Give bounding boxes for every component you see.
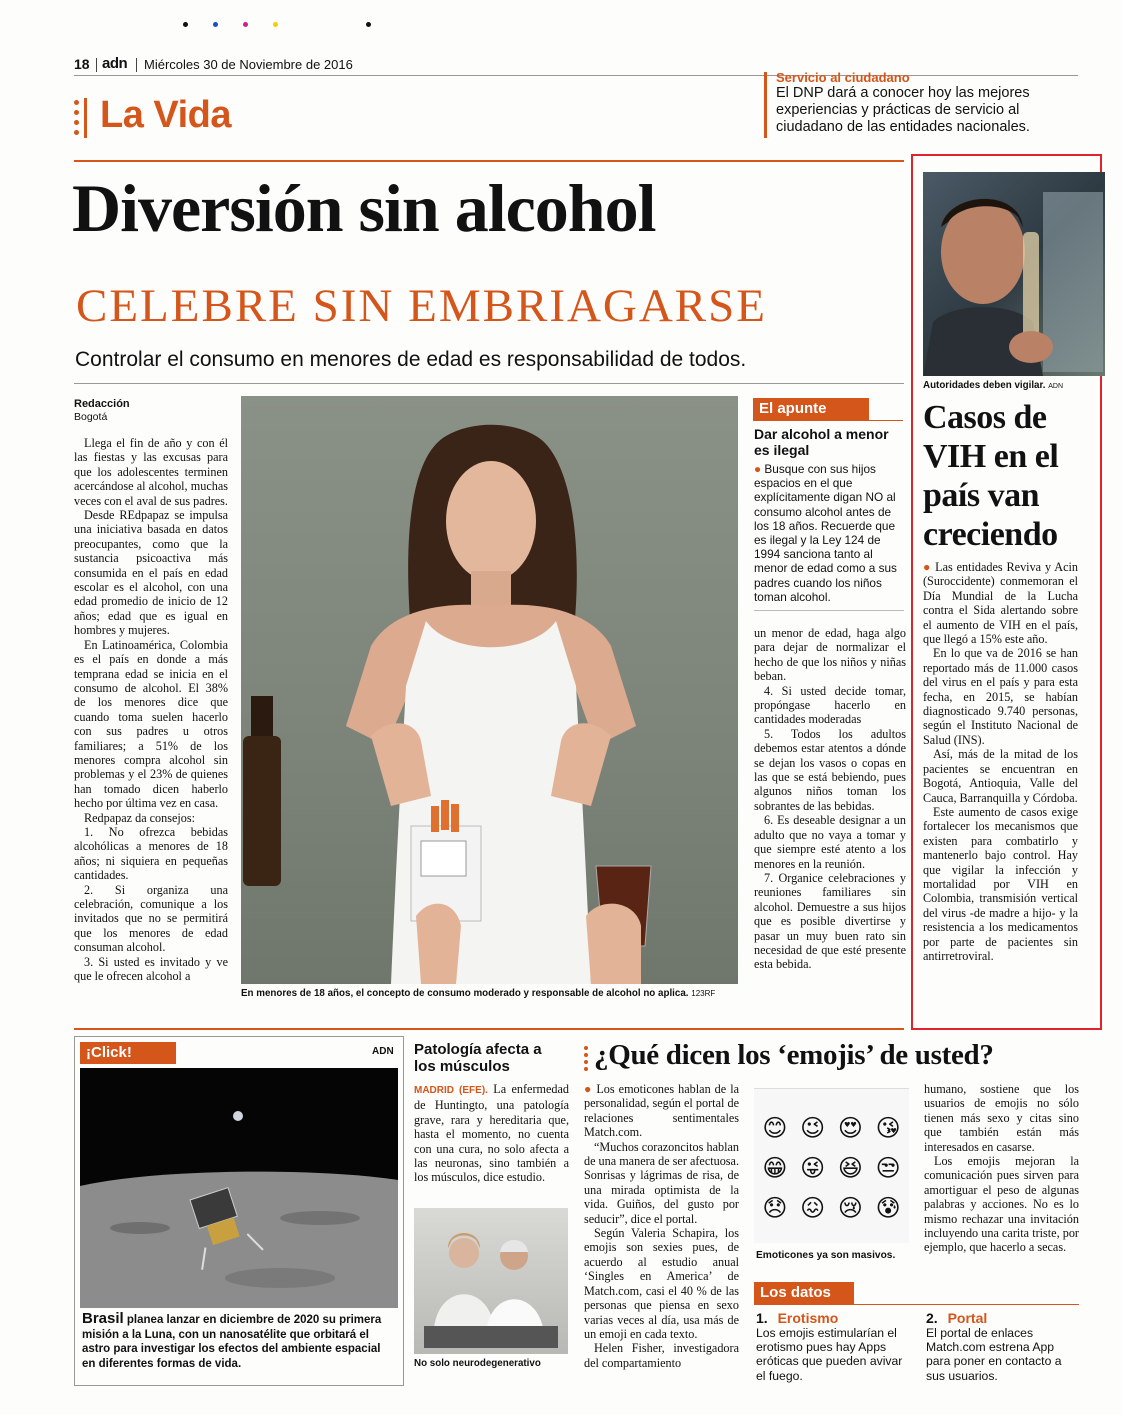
section-marker <box>74 100 88 136</box>
main-col-3 <box>754 626 906 972</box>
dato-number: 2. <box>926 1310 938 1326</box>
vih-body <box>923 560 1078 963</box>
elderly-couple-illustration <box>414 1208 568 1354</box>
emoji-icon: 😘 <box>875 1114 901 1142</box>
paragraph: 3. Si usted es invitado y ve que le ofrecen alcohol a <box>74 954 228 984</box>
deck-divider <box>74 383 904 384</box>
byline: Redacción <box>74 398 130 410</box>
aside-service <box>764 70 1084 136</box>
emoji-icon: 😁 <box>762 1154 788 1182</box>
emoji-grid-image <box>754 1088 909 1243</box>
paragraph: humano, sostiene que los usuarios de emojis no sólo tienen más sexo y citas sino que también están más interesados en casarse. <box>924 1082 1079 1154</box>
caption-credit: 123RF <box>691 989 716 998</box>
click-text: planea lanzar en diciembre de 2020 su primera misión a la Luna, con un nanosatélite que orbitará el astro para investigar los efectos del ambiente espacial en diferentes formas de vida. <box>82 1314 382 1370</box>
paragraph: “Muchos corazoncitos hablan de una manera de ser afectuosa. Sonrisas y lágrimas de risa, de una mirada optimista de la vida. Guiños, del gusto por seducir”, dice el portal. <box>584 1139 739 1226</box>
emoji-dots <box>584 1046 589 1072</box>
caption-text: Autoridades deben vigilar. <box>923 380 1046 391</box>
click-tag: ¡Click! <box>80 1042 176 1064</box>
paragraph: Según Valeria Schapira, los emojis son sexies pues, de acuerdo al estudio anual ‘Singles en America’ de Match.com, casi el 40 % de las personas que piensa en sexo varias veces al día, usa más de un emoji en cada texto. <box>584 1226 739 1341</box>
apunte-tag-rule <box>753 420 903 421</box>
click-caption <box>82 1312 397 1371</box>
emoji-icon: 😰 <box>875 1194 901 1222</box>
caption-credit: ADN <box>1048 383 1064 390</box>
main-headline: Diversión sin alcohol <box>72 170 656 246</box>
brand-logo: adn <box>102 55 128 72</box>
paragraph: 7. Organice celebraciones y reuniones familiares sin alcohol. Demuestre a sus hijos que es posible divertirse y pasar un muy buen rato sin necesidad de que esté presente esta bebida. <box>754 870 906 972</box>
main-col-1 <box>74 436 228 983</box>
patologia-text: La enfermedad de Huntingto, una patología grave, rara y hereditaria que, hasta el momento, no cuenta con una cura, no solo afecta a las neuronas, sino también a los músculos, dice estudio. <box>414 1082 569 1185</box>
emoji-icon: 😊 <box>762 1114 788 1142</box>
paragraph: Este aumento de casos exige fortalecer los mecanismos que existen para combatirlo y mantenerlo bajo control. Hay que vigilar la infección y mortalidad por VIH en Colombia, transmisión vertical del virus -de madre a hijo- y la resistencia a los medicamentos por parte de pacientes sin antirretroviral. <box>923 804 1078 963</box>
emoji-icon: 😢 <box>837 1194 863 1222</box>
paragraph: Así, más de la mitad de los pacientes se encuentran en Bogotá, Antioquia, Valle del Cauca, Barranquilla y Córdoba. <box>923 747 1078 805</box>
page-number: 18 <box>74 56 90 72</box>
main-deck: Controlar el consumo en menores de edad es responsabilidad de todos. <box>75 348 747 371</box>
emoji-icon: 😞 <box>762 1194 788 1222</box>
paragraph: un menor de edad, haga algo para dejar de normalizar el hecho de que los niños y niñas beban. <box>754 626 906 684</box>
dato-title: Portal <box>947 1310 988 1326</box>
patologia-dateline: MADRID (EFE). <box>414 1085 488 1096</box>
emoji-icon: 😖 <box>800 1194 826 1222</box>
section-divider <box>74 160 904 162</box>
emoji-icon: 😆 <box>837 1154 863 1182</box>
paragraph: En lo que va de 2016 se han reportado más de 11.000 casos del virus en el país y para esta fecha, en 2015, se habían diagnosticado 9.740 personas, según el Instituto Nacional de Salud (INS). <box>923 646 1078 747</box>
paragraph: 5. Todos los adultos debemos estar atentos a dónde se dejan los vasos o copas en las que se está bebiendo, pues algunos niños toman los sobrantes de las bebidas. <box>754 726 906 813</box>
paragraph: 4. Si usted decide tomar, propóngase hacerlo en cantidades moderadas <box>754 683 906 727</box>
paragraph: Helen Fisher, investigadora del compartamiento <box>584 1341 739 1370</box>
paragraph: Los emojis mejoran la comunicación pues sirven para amortiguar el peso de algunas palabras y acciones. No es lo mismo rechazar una invitación incluyendo una carita triste, por ejemplo, que hacerlo a secas. <box>924 1154 1079 1255</box>
datos-rule <box>754 1304 1079 1305</box>
emoji-icon: 😍 <box>837 1114 863 1142</box>
vih-headline: Casos de VIH en el país van creciendo <box>923 399 1059 553</box>
vih-photo-caption <box>923 380 1101 391</box>
paragraph: Llega el fin de año y con él las fiestas y las excusas para que los adolescentes terminen acercándose al alcohol, muchas veces con el aval de sus padres. <box>74 436 228 508</box>
click-lead: Brasil <box>82 1310 124 1327</box>
woman-illustration <box>241 396 738 984</box>
paragraph: ● Las entidades Reviva y Acin (Suroccidente) conmemoran el Día Mundial de la Lucha contra el Sida alertando sobre el aumento de VIH en el país, que llegó a 15% este año. <box>923 560 1078 647</box>
aside-title: Servicio al ciudadano <box>776 70 910 85</box>
apunte-divider <box>754 610 904 611</box>
datos-tag: Los datos <box>754 1282 854 1304</box>
dato-text: El portal de enlaces Match.com estrena App para poner en contacto a sus usuarios. <box>926 1326 1062 1383</box>
caption-text: En menores de 18 años, el concepto de consumo moderado y responsable de alcohol no aplica. <box>241 988 689 999</box>
aside-text: El DNP dará a conocer hoy las mejores experiencias y prácticas de servicio al ciudadano de las entidades nacionales. <box>776 85 1030 135</box>
lunar-module-illustration <box>80 1068 398 1308</box>
bottom-divider <box>74 1028 904 1030</box>
emoji-icon: 😒 <box>875 1154 901 1182</box>
dato-number: 1. <box>756 1310 768 1326</box>
dato-2 <box>926 1310 1081 1383</box>
click-brand: ADN <box>372 1046 394 1057</box>
paragraph: ● Los emoticones hablan de la personalidad, según el portal de relaciones sentimentales Match.com. <box>584 1082 739 1140</box>
emoji-icon: 😜 <box>800 1154 826 1182</box>
main-photo-caption <box>241 988 741 999</box>
paragraph: 6. Es deseable designar a un adulto que no vaya a tomar y que siempre esté atento a los menores en la reunión. <box>754 813 906 871</box>
section-title: La Vida <box>100 94 231 136</box>
registration-marks <box>183 22 373 30</box>
man-illustration <box>923 172 1105 376</box>
patologia-title: Patología afecta a los músculos <box>414 1041 542 1075</box>
paragraph: En Latinoamérica, Colombia es el país en donde a más temprana edad se inicia en el consumo de alcohol. El 38% de los menores dice que cuando toma suelen hacerlo con sus padres u otros familiares; a 51% de los menores compra alcohol sin problemas y el 23% de quienes han tomado dicen haberlo hecho por última vez en casa. <box>74 637 228 811</box>
dato-title: Erotismo <box>777 1310 839 1326</box>
paragraph: 1. No ofrezca bebidas alcohólicas a menores de 18 años; ni siquiera en pequeñas cantidades. <box>74 824 228 883</box>
moon-photo <box>80 1068 398 1308</box>
dateline-location: Bogotá <box>74 411 108 423</box>
dato-1 <box>756 1310 914 1383</box>
paragraph: Desde REdpapaz se impulsa una iniciativa basada en datos preocupantes, como que la sustancia psicoactiva más consumida en el país en edad escolar es el alcohol, con una edad promedio de inicio de 12 años; edad que es igual en hombres y mujeres. <box>74 508 228 638</box>
vih-photo <box>923 172 1105 376</box>
paragraph: 2. Si organiza una celebración, comunique a los invitados que no se permitirá que los menores de edad consuman alcohol. <box>74 882 228 955</box>
apunte-tag: El apunte <box>753 398 869 420</box>
dato-text: Los emojis estimularían el erotismo pues hay Apps eróticas que pueden avivar el fuego. <box>756 1326 903 1383</box>
emoji-icon: 😉 <box>800 1114 826 1142</box>
patologia-caption: No solo neurodegenerativo <box>414 1358 541 1369</box>
emojis-col-3 <box>924 1082 1079 1255</box>
paragraph: Redpapaz da consejos: <box>84 810 196 825</box>
patologia-body <box>414 1082 569 1185</box>
emoji-image-caption: Emoticones ya son masivos. <box>756 1250 896 1261</box>
emojis-col-1 <box>584 1082 739 1370</box>
apunte-text: ● Busque con sus hijos espacios en el que explícitamente digan NO al consumo alcohol antes de los 18 años. Recuerde que es ilegal y la Ley 124 de 1994 sanciona tanto al menor de edad como a sus padres cuando los niños toman alcohol. <box>754 462 897 604</box>
main-photo <box>241 396 738 984</box>
emojis-headline: ¿Qué dicen los ‘emojis’ de usted? <box>594 1039 994 1071</box>
main-kicker: CELEBRE SIN EMBRIAGARSE <box>76 280 767 332</box>
patologia-photo <box>414 1208 568 1354</box>
issue-date: Miércoles 30 de Noviembre de 2016 <box>144 57 353 72</box>
apunte-title: Dar alcohol a menor es ilegal <box>754 426 889 458</box>
